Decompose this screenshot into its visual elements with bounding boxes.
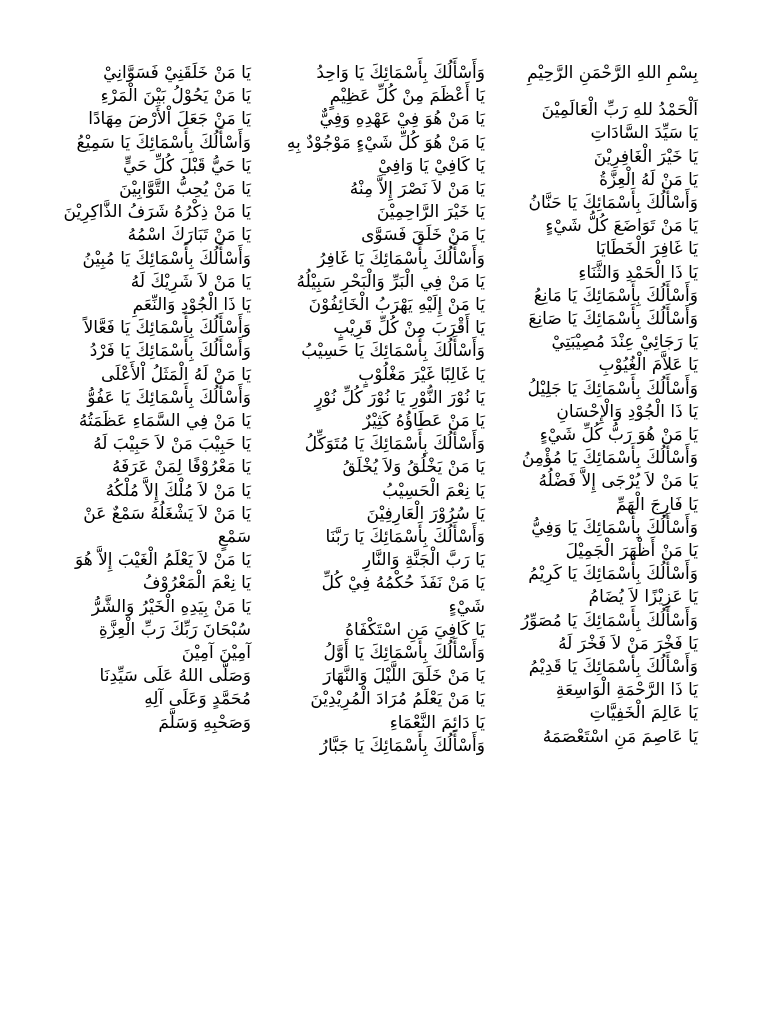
text-line: يَا مَنْ تَبَارَكَ اسْمُهُ	[127, 225, 251, 246]
text-line: يَا ذَا الْحَمْدِ وَالثَّنَاءِ	[578, 262, 698, 283]
text-line: وَصَحْبِهِ وَسَلَّمَ	[158, 712, 251, 733]
text-line: وَأَسْأَلُكَ بِأَسْمَائِكَ يَا سَمِيْعُ	[76, 132, 251, 153]
text-line: وَأَسْأَلُكَ بِأَسْمَائِكَ يَا حَنَّانُ	[528, 193, 698, 214]
text-line: وَأَسْأَلُكَ بِأَسْمَائِكَ يَا رَبَّنَا	[325, 527, 485, 548]
text-line: يَا مَنْ هُوَ رَبُّ كُلِّ شَيْءٍ	[539, 425, 698, 446]
text-line: يَا سَيِّدَ السَّادَاتِ	[590, 123, 698, 144]
text-line: وَأَسْأَلُكَ بِأَسْمَائِكَ يَا فَعَّالاً	[83, 318, 251, 339]
text-line: بِسْمِ اللهِ الرَّحْمَنِ الرَّحِيْمِ	[527, 63, 698, 83]
text-line: يَا نِعْمَ الْمَعْرُوْفُ	[142, 573, 251, 594]
text-line: وَأَسْأَلُكَ بِأَسْمَائِكَ يَا وَاحِدُ	[316, 63, 485, 83]
text-line: يَا ذَا الْجُوْدِ وَالْإِحْسَانِ	[556, 401, 698, 422]
text-line: يَا عَالِمَ الْخَفِيَّاتِ	[589, 703, 698, 724]
text-line: آمِيْنَ آمِيْنَ	[181, 643, 251, 664]
text-line: يَا مَنْ لاَ يَشْغَلُهُ سَمْعٌ عَنْ سَمْعٍ	[83, 503, 251, 548]
text-line: يَا حَيُّ قَبْلَ كُلِّ حَيٍّ	[123, 155, 251, 176]
text-line: يَا نُوْرَ النُّوْرِ يَا نُوْرَ كُلِّ نُوْرٍ	[314, 387, 485, 408]
text-line: وَأَسْأَلُكَ بِأَسْمَائِكَ يَا غَافِرُ	[317, 248, 485, 269]
text-line: يَا مَنْ خَلَقَ فَسَوَّى	[361, 225, 485, 246]
text-line: وَأَسْأَلُكَ بِأَسْمَائِكَ يَا عَفُوُّ	[87, 387, 251, 408]
text-line: يَا مَنْ ذِكْرُهُ شَرَفُ الذَّاكِرِيْنَ	[63, 202, 251, 223]
text-line: يَا عَاصِمَ مَنِ اسْتَعْصَمَهُ	[542, 726, 698, 747]
text-line: يَا عَلاَّمَ الْغُيُوْبِ	[598, 355, 698, 376]
text-line: مُحَمَّدٍ وَعَلَى آلِهِ	[144, 689, 251, 710]
text-line: يَا كَافِيَ مَنِ اسْتَكْفَاهُ	[345, 619, 485, 640]
column-right	[513, 62, 698, 749]
text-line: يَا فَارِجَ الْهَمِّ	[615, 494, 698, 515]
text-line: يَا دَائِمَ النَّعْمَاءِ	[389, 712, 485, 733]
text-line: يَا مَنْ خَلَقَنِيْ فَسَوَّانِيْ	[103, 63, 251, 83]
text-line: يَا مَنْ هُوَ فِيْ عَهْدِهِ وَفِيٌّ	[319, 109, 485, 130]
text-line: يَا ذَا الْجُوْدِ وَالنِّعَمِ	[132, 295, 251, 316]
text-line: سُبْحَانَ رَبِّكَ رَبِّ الْعِزَّةِ	[98, 619, 251, 640]
text-line: وَأَسْأَلُكَ بِأَسْمَائِكَ يَا مُبِيْنُ	[82, 248, 251, 269]
text-line: يَا خَيْرَ الرَّاحِمِيْنَ	[376, 202, 485, 223]
text-line: يَا مَنْ نَفَذَ حُكْمُهُ فِيْ كُلِّ شَيْءٍ	[321, 573, 485, 617]
text-line: يَا مَنْ إِلَيْهِ يَهْرَبُ الْخَائِفُوْنَ	[308, 295, 485, 316]
column-left	[51, 62, 251, 735]
text-line: يَا مَنْ فِي الْبَرِّ وَالْبَحْرِ سَبِيْلُهُ	[296, 271, 485, 292]
text-line: وَأَسْأَلُكَ بِأَسْمَائِكَ يَا حَسِيْبُ	[301, 341, 485, 362]
text-line: يَا مَعْرُوْفًا لِمَنْ عَرَفَهُ	[111, 457, 251, 478]
text-line: وَأَسْأَلُكَ بِأَسْمَائِكَ يَا كَرِيْمُ	[528, 564, 698, 585]
text-line: وَأَسْأَلُكَ بِأَسْمَائِكَ يَا فَرْدُ	[89, 341, 251, 362]
text-line: يَا نِعْمَ الْحَسِيْبُ	[382, 480, 485, 501]
text-line: يَا مَنْ تَوَاضَعَ كُلُّ شَيْءٍ	[545, 216, 698, 237]
text-line: يَا مَنْ لاَ يَعْلَمُ الْغَيْبَ إِلاَّ هُوَ	[74, 550, 251, 571]
text-line: وَأَسْأَلُكَ بِأَسْمَائِكَ يَا أَوَّلُ	[323, 643, 485, 664]
text-line: يَا رَجَائِيْ عِنْدَ مُصِيْبَتِيْ	[551, 332, 698, 353]
text-line: اَلْحَمْدُ للهِ رَبِّ الْعَالَمِيْنَ	[541, 100, 698, 121]
text-line: وَأَسْأَلُكَ بِأَسْمَائِكَ يَا قَدِيْمُ	[528, 657, 698, 678]
text-line: يَا مَنْ عَطَاؤُهُ كَثِيْرٌ	[362, 411, 485, 432]
text-line: وَأَسْأَلُكَ بِأَسْمَائِكَ يَا صَانِعَ	[528, 309, 698, 330]
text-line: يَا غَالِبًا غَيْرَ مَغْلُوْبٍ	[358, 364, 485, 385]
text-line: يَا مَنْ يَعْلَمُ مُرَادَ الْمُرِيْدِيْنَ	[310, 689, 485, 710]
text-line: يَا مَنْ جَعَلَ اْلأَرْضَ مِهَادًا	[88, 109, 251, 130]
text-line: يَا رَبَّ الْجَنَّةِ وَالنَّارِ	[362, 550, 485, 571]
text-line: يَا مَنْ خَلَقَ اللَّيْلَ وَالنَّهَارَ	[323, 666, 485, 687]
text-line: يَا مَنْ أَظْهَرَ الْجَمِيْلَ	[565, 541, 698, 562]
text-line: وَأَسْأَلُكَ بِأَسْمَائِكَ يَا جَبَّارُ	[319, 735, 485, 756]
text-line: وَأَسْأَلُكَ بِأَسْمَائِكَ يَا مُؤْمِنُ	[521, 448, 698, 469]
text-line: يَا غَافِرَ الْخَطَايَا	[595, 239, 698, 260]
text-line: وَأَسْأَلُكَ بِأَسْمَائِكَ يَا مُصَوِّرُ	[520, 610, 698, 631]
text-line: وَأَسْأَلُكَ بِأَسْمَائِكَ يَا وَفِيُّ	[531, 517, 698, 538]
text-line: يَا مَنْ لاَ يُرْجَى إِلاَّ فَضْلُهُ	[538, 471, 698, 492]
text-line: يَا مَنْ هُوَ كُلِّ شَيْءٍ مَوْجُوْدٌ بِهِ	[286, 132, 485, 153]
text-line: يَا أَعْظَمَ مِنْ كُلِّ عَظِيْمٍ	[329, 86, 485, 107]
text-line: يَا سُرُوْرَ الْعَارِفِيْنَ	[366, 503, 485, 524]
text-line: وَأَسْأَلُكَ بِأَسْمَائِكَ يَا جَلِيْلُ	[527, 378, 698, 399]
text-line: يَا مَنْ فِي السَّمَاءِ عَظَمَتُهُ	[78, 411, 251, 432]
text-line: يَا مَنْ يَخْلُقُ وَلاَ يُخْلَقُ	[342, 457, 485, 478]
text-line: يَا مَنْ يُحِبُّ التَّوَّابِيْنَ	[119, 179, 251, 200]
text-line: يَا مَنْ يَحُوْلُ بَيْنَ الْمَرْءِ	[100, 86, 251, 107]
text-line: يَا مَنْ لَهُ الْعِزَّةُ	[599, 169, 698, 190]
text-line: يَا فَخْرَ مَنْ لاَ فَخْرَ لَهُ	[558, 633, 698, 654]
text-line: يَا مَنْ لاَ نَصْرَ إِلاَّ مِنْهُ	[349, 179, 485, 200]
column-middle	[280, 62, 485, 758]
text-line: يَا مَنْ لاَ مُلْكَ إِلاَّ مُلْكُهُ	[105, 480, 251, 501]
text-line: يَا كَافِيْ يَا وَافِيْ	[378, 155, 485, 176]
text-line: يَا مَنْ بِيَدِهِ الْخَيْرُ وَالشَّرُّ	[91, 596, 251, 617]
text-line: يَا مَنْ لَهُ الْمَثَلُ اْلأَعْلَى	[101, 364, 251, 385]
text-line: يَا عَزِيْزًا لاَ يُضَامُ	[588, 587, 698, 608]
text-line: وَصَلَّى اللهُ عَلَى سَيِّدِنَا	[99, 666, 251, 687]
text-line: يَا حَبِيْبَ مَنْ لاَ حَبِيْبَ لَهُ	[93, 434, 251, 455]
text-line: وَأَسْأَلُكَ بِأَسْمَائِكَ يَا مَانِعُ	[533, 285, 698, 306]
text-line: يَا خَيْرَ الْغَافِرِيْنَ	[593, 146, 698, 167]
text-line: يَا ذَا الرَّحْمَةِ الْوَاسِعَةِ	[555, 680, 698, 701]
text-line: يَا مَنْ لاَ شَرِيْكَ لَهُ	[130, 271, 251, 292]
text-line: يَا أَقْرَبَ مِنْ كُلِّ قَرِيْبٍ	[333, 318, 485, 339]
text-line: وَأَسْأَلُكَ بِأَسْمَائِكَ يَا مُتَوَكِّلُ	[304, 434, 485, 455]
